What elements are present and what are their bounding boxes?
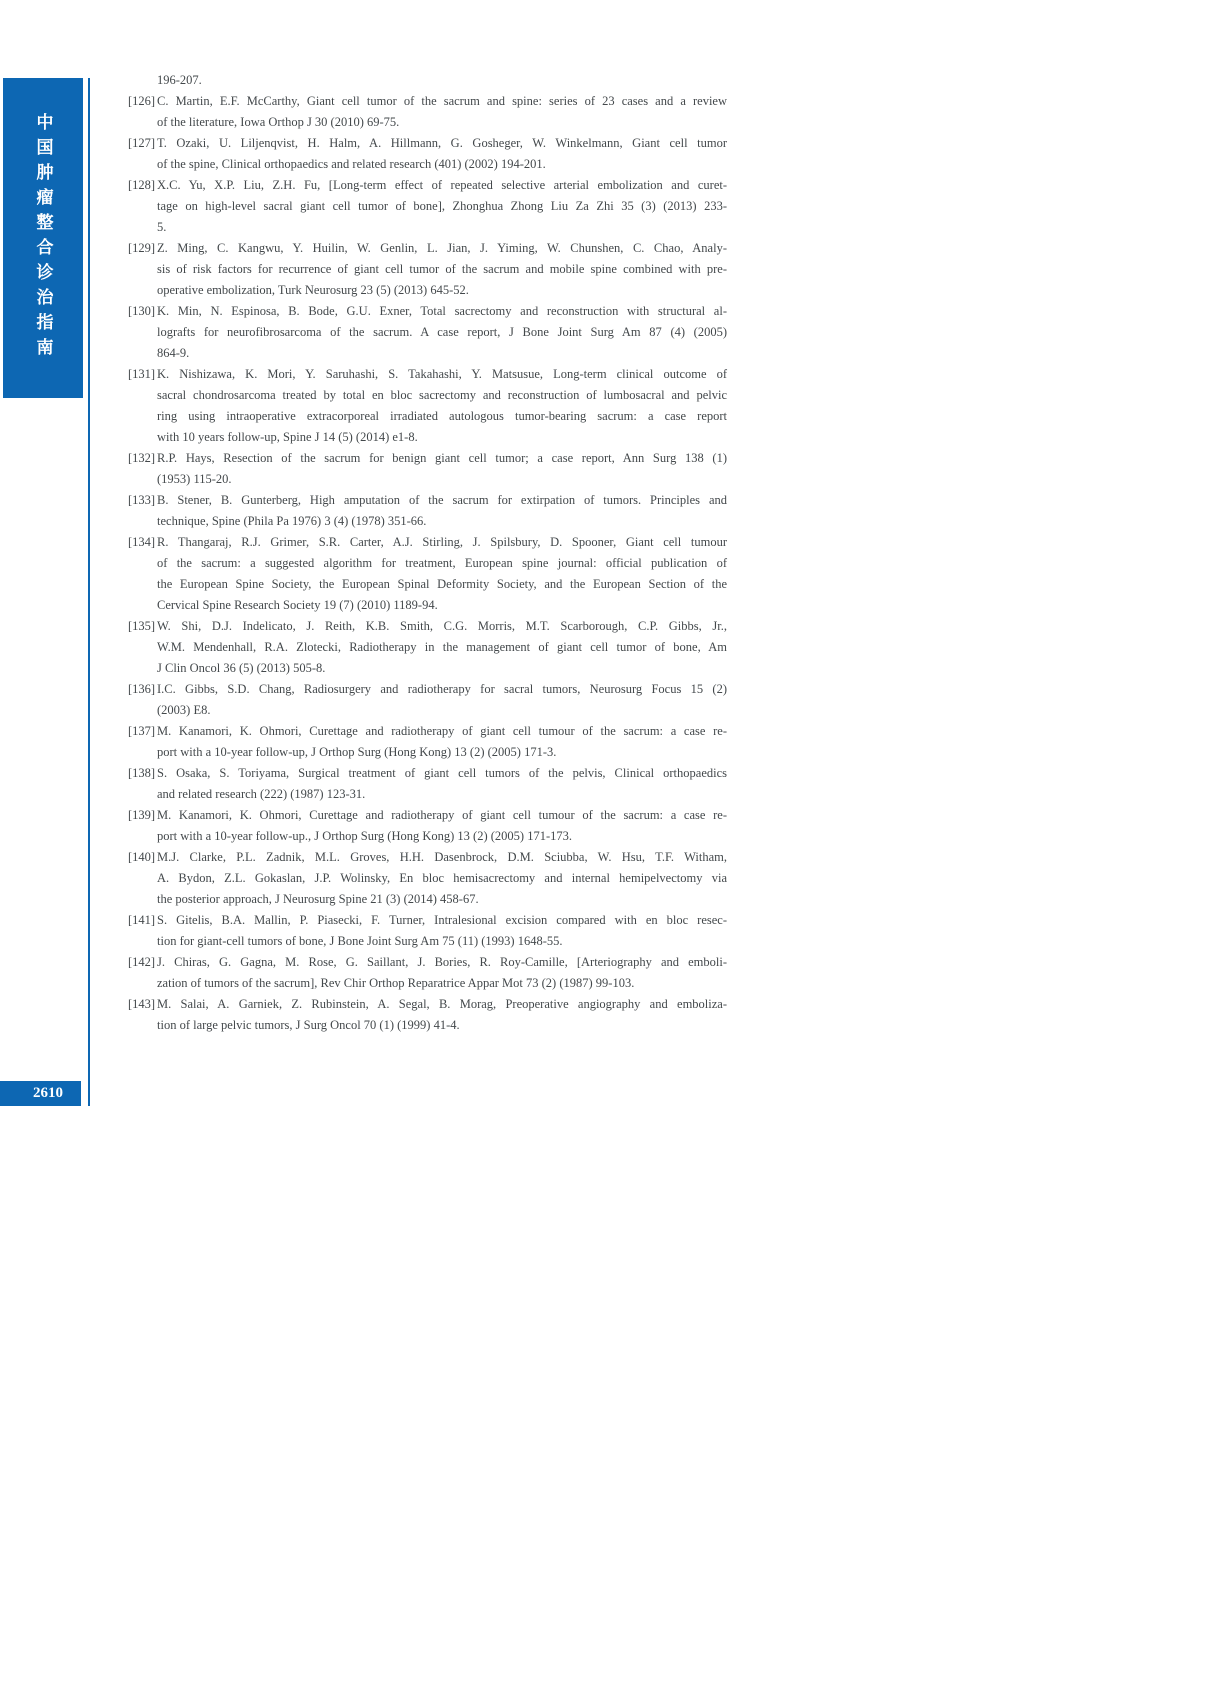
book-title-vertical: 中国肿瘤整合诊治指南 (33, 113, 53, 363)
reference-line: technique, Spine (Phila Pa 1976) 3 (4) (1978) 351-66. (157, 514, 427, 528)
reference-line: Cervical Spine Research Society 19 (7) (2010) 1189-94. (157, 598, 438, 612)
page-number-badge (0, 1081, 81, 1106)
reference-line: tage on high-level sacral giant cell tumor of bone], Zhonghua Zhong Liu Za Zhi 35 (3) (2013) 233- (157, 199, 727, 213)
reference-item (128, 805, 727, 847)
reference-line: T. Ozaki, U. Liljenqvist, H. Halm, A. Hillmann, G. Gosheger, W. Winkelmann, Giant cell tumor (157, 136, 727, 150)
reference-item (128, 238, 727, 301)
reference-line: K. Min, N. Espinosa, B. Bode, G.U. Exner, Total sacrectomy and reconstruction with structural al- (157, 304, 727, 318)
reference-line: C. Martin, E.F. McCarthy, Giant cell tumor of the sacrum and spine: series of 23 cases and a review (157, 94, 727, 108)
reference-item (128, 721, 727, 763)
reference-line: W. Shi, D.J. Indelicato, J. Reith, K.B. Smith, C.G. Morris, M.T. Scarborough, C.P. Gibbs, Jr., (157, 619, 727, 633)
reference-line: operative embolization, Turk Neurosurg 23 (5) (2013) 645-52. (157, 283, 469, 297)
reference-line: with 10 years follow-up, Spine J 14 (5) (2014) e1-8. (157, 430, 418, 444)
reference-item (128, 448, 727, 490)
reference-item (128, 70, 727, 91)
reference-item (128, 679, 727, 721)
reference-item (128, 364, 727, 448)
reference-line: ring using intraoperative extracorporeal irradiated autologous tumor-bearing sacrum: a case report (157, 409, 727, 423)
reference-line: S. Gitelis, B.A. Mallin, P. Piasecki, F. Turner, Intralesional excision compared with en bloc resec- (157, 913, 727, 927)
reference-item (128, 763, 727, 805)
reference-line: sis of risk factors for recurrence of giant cell tumor of the sacrum and mobile spine combined with pre- (157, 262, 727, 276)
reference-label: [128] (128, 178, 156, 192)
reference-item (128, 952, 727, 994)
reference-line: port with a 10-year follow-up., J Orthop Surg (Hong Kong) 13 (2) (2005) 171-173. (157, 829, 572, 843)
reference-line: I.C. Gibbs, S.D. Chang, Radiosurgery and radiotherapy for sacral tumors, Neurosurg Focus 15 (2) (157, 682, 727, 696)
reference-label: [131] (128, 367, 156, 381)
reference-line: zation of tumors of the sacrum], Rev Chir Orthop Reparatrice Appar Mot 73 (2) (1987) 99-103. (157, 976, 635, 990)
reference-line: of the literature, Iowa Orthop J 30 (2010) 69-75. (157, 115, 400, 129)
reference-line: W.M. Mendenhall, R.A. Zlotecki, Radiotherapy in the management of giant cell tumor of bone, Am (157, 640, 727, 654)
page-number: 2610 (33, 1085, 63, 1101)
reference-label: [136] (128, 682, 156, 696)
reference-line: 196-207. (157, 73, 202, 87)
sidebar-banner (3, 78, 83, 398)
reference-item (128, 301, 727, 364)
reference-label: [127] (128, 136, 156, 150)
reference-line: tion of large pelvic tumors, J Surg Oncol 70 (1) (1999) 41-4. (157, 1018, 460, 1032)
reference-line: and related research (222) (1987) 123-31. (157, 787, 366, 801)
reference-item (128, 175, 727, 238)
reference-line: B. Stener, B. Gunterberg, High amputation of the sacrum for extirpation of tumors. Principles and (157, 493, 727, 507)
reference-line: 864-9. (157, 346, 190, 360)
reference-item (128, 133, 727, 175)
reference-line: M.J. Clarke, P.L. Zadnik, M.L. Groves, H.H. Dasenbrock, D.M. Sciubba, W. Hsu, T.F. Witham, (157, 850, 727, 864)
reference-line: lografts for neurofibrosarcoma of the sacrum. A case report, J Bone Joint Surg Am 87 (4) (2005) (157, 325, 727, 339)
reference-line: K. Nishizawa, K. Mori, Y. Saruhashi, S. Takahashi, Y. Matsusue, Long-term clinical outcome of (157, 367, 727, 381)
reference-line: M. Kanamori, K. Ohmori, Curettage and radiotherapy of giant cell tumour of the sacrum: a case re- (157, 724, 727, 738)
reference-item (128, 532, 727, 616)
reference-line: (2003) E8. (157, 703, 211, 717)
reference-line: 5. (157, 220, 167, 234)
reference-line: sacral chondrosarcoma treated by total en bloc sacrectomy and reconstruction of lumbosacral and pelvic (157, 388, 727, 402)
reference-line: R. Thangaraj, R.J. Grimer, S.R. Carter, A.J. Stirling, J. Spilsbury, D. Spooner, Giant cell tumour (157, 535, 727, 549)
reference-line: M. Kanamori, K. Ohmori, Curettage and radiotherapy of giant cell tumour of the sacrum: a case re- (157, 808, 727, 822)
reference-label: [135] (128, 619, 156, 633)
reference-line: A. Bydon, Z.L. Gokaslan, J.P. Wolinsky, En bloc hemisacrectomy and internal hemipelvectomy via (157, 871, 727, 885)
reference-label: [126] (128, 94, 156, 108)
reference-label: [129] (128, 241, 156, 255)
reference-item (128, 847, 727, 910)
reference-item (128, 910, 727, 952)
reference-label: [132] (128, 451, 156, 465)
reference-label: [141] (128, 913, 156, 927)
reference-label: [133] (128, 493, 156, 507)
reference-line: of the spine, Clinical orthopaedics and related research (401) (2002) 194-201. (157, 157, 546, 171)
reference-label: [140] (128, 850, 156, 864)
reference-line: Z. Ming, C. Kangwu, Y. Huilin, W. Genlin, L. Jian, J. Yiming, W. Chunshen, C. Chao, Analy- (157, 241, 727, 255)
reference-label: [137] (128, 724, 156, 738)
reference-line: R.P. Hays, Resection of the sacrum for benign giant cell tumor; a case report, Ann Surg 138 (1) (157, 451, 727, 465)
reference-line: J Clin Oncol 36 (5) (2013) 505-8. (157, 661, 326, 675)
reference-label: [134] (128, 535, 156, 549)
sidebar-divider-line (88, 78, 90, 1106)
reference-line: S. Osaka, S. Toriyama, Surgical treatment of giant cell tumors of the pelvis, Clinical orthopaedics (157, 766, 727, 780)
reference-line: the posterior approach, J Neurosurg Spine 21 (3) (2014) 458-67. (157, 892, 479, 906)
reference-line: port with a 10-year follow-up, J Orthop Surg (Hong Kong) 13 (2) (2005) 171-3. (157, 745, 557, 759)
reference-line: M. Salai, A. Garniek, Z. Rubinstein, A. Segal, B. Morag, Preoperative angiography and emboliza- (157, 997, 727, 1011)
reference-label: [143] (128, 997, 156, 1011)
reference-line: (1953) 115-20. (157, 472, 232, 486)
reference-line: X.C. Yu, X.P. Liu, Z.H. Fu, [Long-term effect of repeated selective arterial embolization and curet- (157, 178, 727, 192)
reference-item (128, 490, 727, 532)
reference-label: [138] (128, 766, 156, 780)
reference-label: [139] (128, 808, 156, 822)
reference-label: [142] (128, 955, 156, 969)
reference-item (128, 994, 727, 1036)
reference-line: the European Spine Society, the European Spinal Deformity Society, and the European Section of the (157, 577, 727, 591)
reference-item (128, 91, 727, 133)
reference-line: tion for giant-cell tumors of bone, J Bone Joint Surg Am 75 (11) (1993) 1648-55. (157, 934, 563, 948)
reference-label: [130] (128, 304, 156, 318)
references-list (128, 70, 727, 1036)
reference-line: J. Chiras, G. Gagna, M. Rose, G. Saillant, J. Bories, R. Roy-Camille, [Arteriography and emboli- (157, 955, 727, 969)
reference-item (128, 616, 727, 679)
reference-line: of the sacrum: a suggested algorithm for treatment, European spine journal: official publication of (157, 556, 727, 570)
